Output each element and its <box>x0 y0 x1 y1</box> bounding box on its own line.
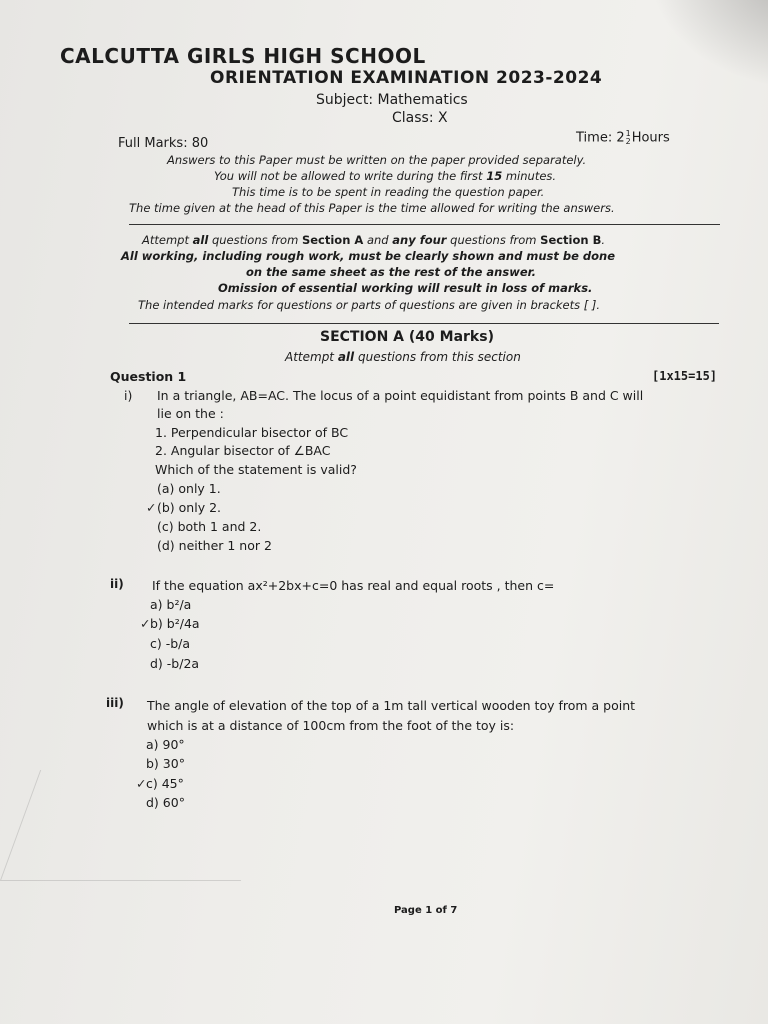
part-iii-check-mark: ✓ <box>136 776 147 791</box>
part-i-option-d: (d) neither 1 nor 2 <box>157 538 272 553</box>
part-i-statement-1: 1. Perpendicular bisector of BC <box>155 425 349 440</box>
part-iii-option-b: b) 30° <box>146 756 185 771</box>
part-i-option-a: (a) only 1. <box>157 481 221 496</box>
section-a-subtitle <box>285 350 521 364</box>
attempt-a8: Section B <box>540 233 602 247</box>
class-line: Class: X <box>392 110 448 126</box>
part-i-number: i) <box>124 388 133 403</box>
full-marks: Full Marks: 80 <box>118 136 209 151</box>
part-i-option-c: (c) both 1 and 2. <box>157 519 262 534</box>
part-ii-line-1: If the equation ax²+2bx+c=0 has real and equal roots , then c= <box>152 578 555 593</box>
part-i-check-mark: ✓ <box>146 500 157 515</box>
question-1-label: Question 1 <box>110 369 187 384</box>
instruction-line-3: This time is to be spent in reading the question paper. <box>232 185 545 199</box>
school-name: CALCUTTA GIRLS HIGH SCHOOL <box>60 44 426 68</box>
working-line-2: on the same sheet as the rest of the answer. <box>246 265 537 279</box>
section-a-title: SECTION A (40 Marks) <box>320 329 494 345</box>
subject-line: Subject: Mathematics <box>316 92 468 108</box>
part-ii-option-d: d) -b/2a <box>150 656 200 671</box>
time-allowed <box>576 130 670 146</box>
time-prefix: Time: 2 <box>576 130 625 146</box>
attempt-a5: and <box>363 233 393 247</box>
part-iii-line-1: The angle of elevation of the top of a 1m tall vertical wooden toy from a point <box>147 698 636 713</box>
attempt-instruction <box>142 233 605 247</box>
marks-note: The intended marks for questions or parts of questions are given in brackets [ ]. <box>138 298 601 312</box>
attempt-a4: Section A <box>301 233 364 247</box>
part-iii-option-d: d) 60° <box>146 795 185 810</box>
part-ii-option-c: c) -b/a <box>150 636 191 651</box>
part-ii-number: ii) <box>110 577 124 591</box>
page-shadow <box>648 0 768 90</box>
attempt-a6: any four <box>392 233 447 247</box>
question-1-marks: [1x15=15] <box>652 369 718 383</box>
instruction-line-2c: minutes. <box>502 169 557 183</box>
part-i-option-b: (b) only 2. <box>157 500 222 515</box>
instruction-line-2b: 15 <box>486 169 503 183</box>
part-ii-option-a: a) b²/a <box>150 597 192 612</box>
instruction-line-2 <box>214 169 556 183</box>
time-frac-num: 1 <box>625 129 631 138</box>
divider-2 <box>129 323 719 324</box>
working-line-1: All working, including rough work, must be clearly shown and must be done <box>121 249 616 263</box>
part-ii-check-mark: ✓ <box>140 616 151 631</box>
part-i-question: Which of the statement is valid? <box>155 462 357 477</box>
part-i-line-1: In a triangle, AB=AC. The locus of a point equidistant from points B and C will <box>157 388 644 403</box>
divider-1 <box>129 224 720 225</box>
instruction-line-2a: You will not be allowed to write during the first <box>214 169 487 183</box>
attempt-a3: questions from <box>208 233 302 247</box>
part-i-line-2: lie on the : <box>157 406 224 421</box>
instruction-line-4: The time given at the head of this Paper is the time allowed for writing the answers. <box>129 201 615 215</box>
time-suffix: Hours <box>631 130 670 146</box>
part-iii-option-a: a) 90° <box>146 737 185 752</box>
attempt-a1: Attempt <box>142 233 193 247</box>
section-a-sub2: all <box>337 350 355 364</box>
time-frac-den: 2 <box>625 137 631 146</box>
omission-line: Omission of essential working will result in loss of marks. <box>218 281 593 295</box>
part-iii-line-2: which is at a distance of 100cm from the foot of the toy is: <box>147 718 515 733</box>
time-fraction <box>626 130 631 146</box>
exam-title: ORIENTATION EXAMINATION 2023-2024 <box>210 68 603 88</box>
attempt-a7: questions from <box>446 233 541 247</box>
section-a-sub3: questions from this section <box>354 350 521 364</box>
attempt-a2: all <box>192 233 209 247</box>
page-number: Page 1 of 7 <box>394 905 458 916</box>
instruction-line-1: Answers to this Paper must be written on the paper provided separately. <box>167 153 587 167</box>
part-ii-option-b: b) b²/4a <box>150 616 200 631</box>
section-a-sub1: Attempt <box>285 350 338 364</box>
attempt-a9: . <box>601 233 606 247</box>
part-iii-number: iii) <box>106 696 124 710</box>
part-iii-option-c: c) 45° <box>146 776 184 791</box>
part-i-statement-2: 2. Angular bisector of ∠BAC <box>155 443 331 458</box>
